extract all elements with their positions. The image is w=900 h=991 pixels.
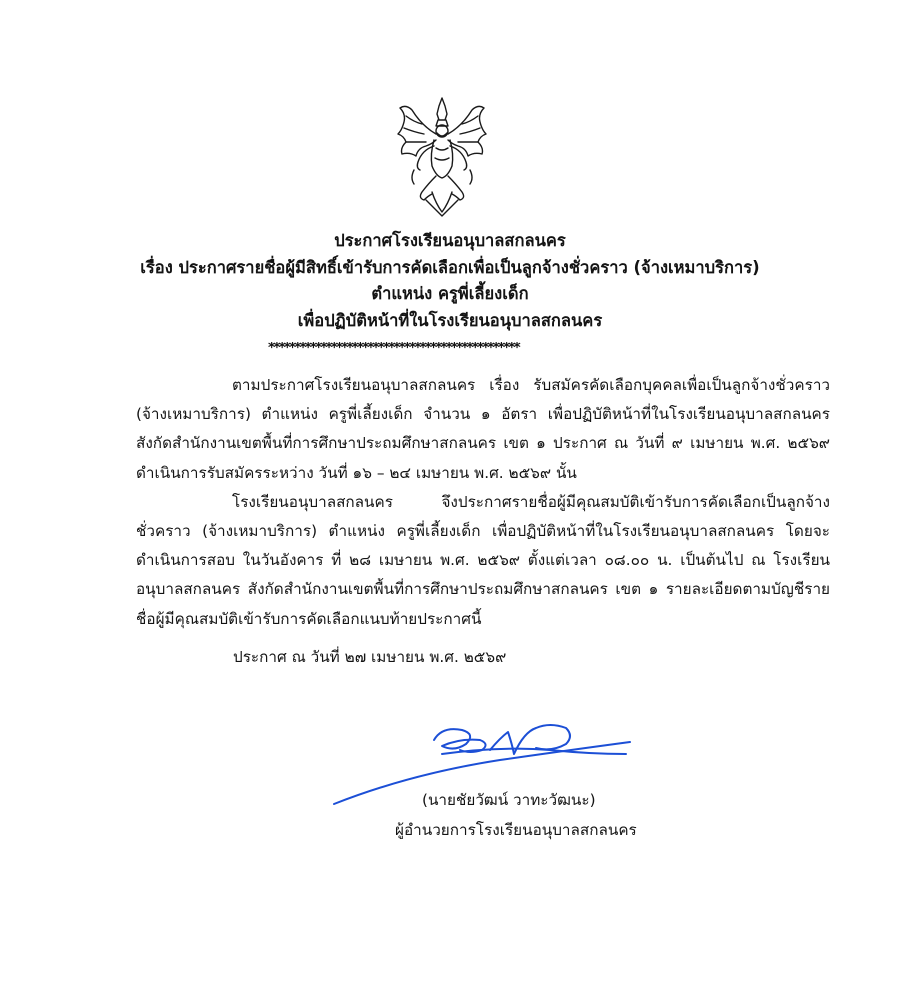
document-body: [136, 371, 830, 634]
separator-line: ************************************************: [268, 342, 519, 354]
body-paragraph-2: โรงเรียนอนุบาลสกลนคร จึงประกาศรายชื่อผู้มีคุณสมบัติเข้ารับการคัดเลือกเป็นลูกจ้างชั่วคราว (จ้างเหมาบริการ) ตำแหน่ง ครูพี่เลี้ยงเด็ก เพื่อปฏิบัติหน้าที่ในโรงเรียนอนุบาลสกลนคร โดยจะดำเนินการสอบ ในวันอังคาร ที่ ๒๘ เมษายน พ.ศ. ๒๕๖๙ ตั้งแต่เวลา ๐๘.๐๐ น. เป็นต้นไป ณ โรงเรียนอนุบาลสกลนคร สังกัดสำนักงานเขตพื้นที่การศึกษาประถมศึกษาสกลนคร เขต ๑ รายละเอียดตามบัญชีรายชื่อผู้มีคุณสมบัติเข้ารับการคัดเลือกแนบท้ายประกาศนี้: [136, 492, 830, 628]
signer-name: (นายชัยวัฒน์ วาทะวัฒนะ): [422, 791, 596, 809]
announcement-date: ประกาศ ณ วันที่ ๒๗ เมษายน พ.ศ. ๒๕๖๙: [233, 648, 507, 666]
document-header: [0, 228, 900, 334]
document-subject: เรื่อง ประกาศรายชื่อผู้มีสิทธิ์เข้ารับการคัดเลือกเพื่อเป็นลูกจ้างชั่วคราว (จ้างเหมาบริการ): [140, 257, 760, 277]
garuda-emblem-icon: [392, 96, 492, 218]
signer-title: ผู้อำนวยการโรงเรียนอนุบาลสกลนคร: [395, 821, 637, 839]
document-title: ประกาศโรงเรียนอนุบาลสกลนคร: [334, 231, 566, 250]
duty-line: เพื่อปฏิบัติหน้าที่ในโรงเรียนอนุบาลสกลนคร: [297, 310, 603, 330]
position-line: ตำแหน่ง ครูพี่เลี้ยงเด็ก: [371, 284, 529, 303]
body-paragraph-1: ตามประกาศโรงเรียนอนุบาลสกลนคร เรื่อง รับสมัครคัดเลือกบุคคลเพื่อเป็นลูกจ้างชั่วคราว (จ้างเหมาบริการ) ตำแหน่ง ครูพี่เลี้ยงเด็ก จำนวน ๑ อัตรา เพื่อปฏิบัติหน้าที่ในโรงเรียนอนุบาลสกลนคร สังกัดสำนักงานเขตพื้นที่การศึกษาประถมศึกษาสกลนคร เขต ๑ ประกาศ ณ วันที่ ๙ เมษายน พ.ศ. ๒๕๖๙ ดำเนินการรับสมัครระหว่าง วันที่ ๑๖ – ๒๔ เมษายน พ.ศ. ๒๕๖๙ นั้น: [136, 376, 830, 482]
